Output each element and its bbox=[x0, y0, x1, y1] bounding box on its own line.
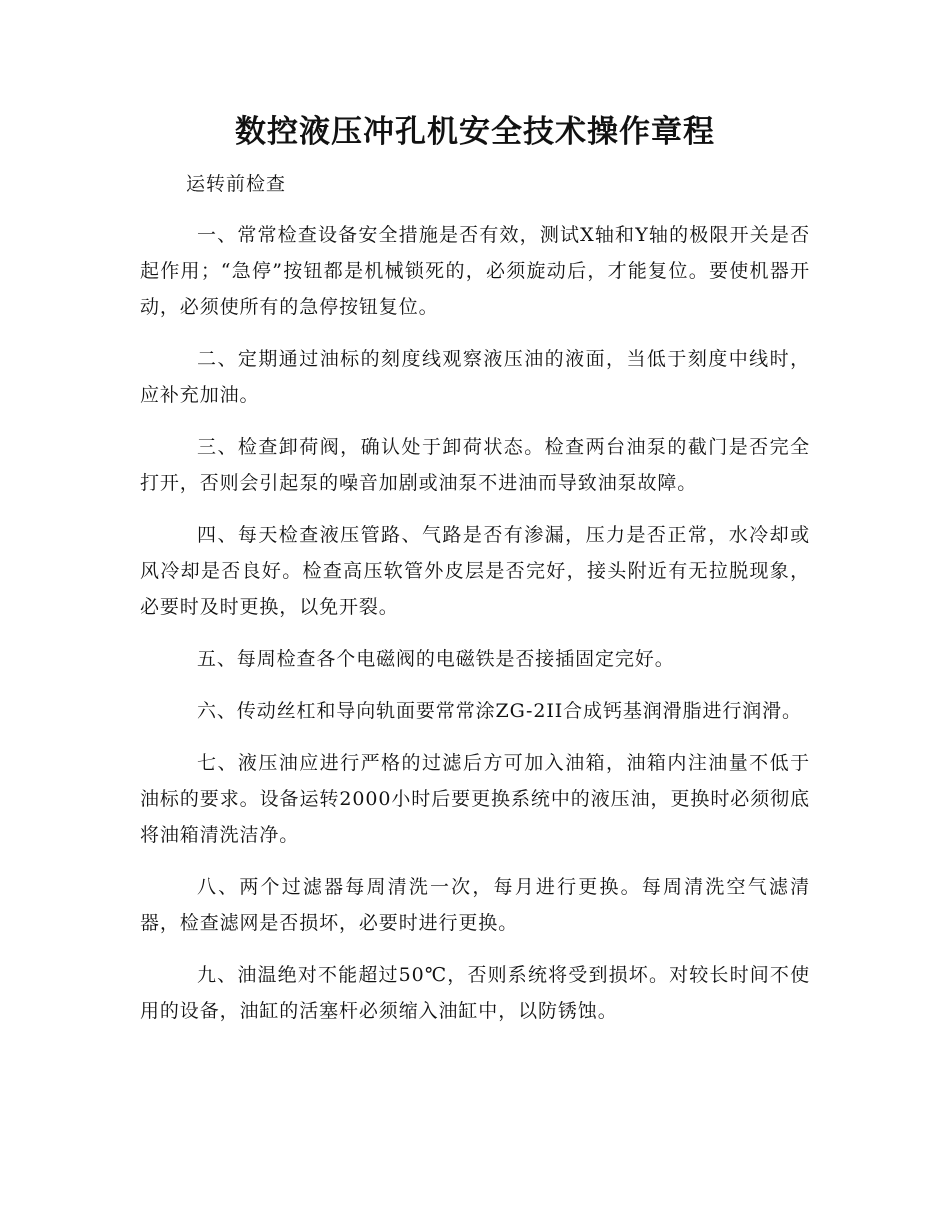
paragraph-7: 七、液压油应进行严格的过滤后方可加入油箱，油箱内注油量不低于油标的要求。设备运转2000小时后要更换系统中的液压油，更换时必须彻底将油箱清洗洁净。 bbox=[140, 752, 810, 846]
paragraph-3: 三、检查卸荷阀，确认处于卸荷状态。检查两台油泵的截门是否完全打开，否则会引起泵的噪音加剧或油泵不进油而导致油泵故障。 bbox=[140, 436, 810, 494]
document-title: 数控液压冲孔机安全技术操作章程 bbox=[235, 114, 715, 150]
paragraph-4: 四、每天检查液压管路、气路是否有渗漏，压力是否正常，水冷却或风冷却是否良好。检查高压软管外皮层是否完好，接头附近有无拉脱现象，必要时及时更换，以免开裂。 bbox=[140, 524, 810, 618]
paragraph-2: 二、定期通过油标的刻度线观察液压油的液面，当低于刻度中线时，应补充加油。 bbox=[140, 348, 810, 406]
paragraph-9: 九、油温绝对不能超过50℃，否则系统将受到损坏。对较长时间不使用的设备，油缸的活塞杆必须缩入油缸中，以防锈蚀。 bbox=[140, 964, 810, 1022]
document-body bbox=[140, 217, 810, 1045]
paragraph-8: 八、两个过滤器每周清洗一次，每月进行更换。每周清洗空气滤清器，检查滤网是否损坏，必要时进行更换。 bbox=[140, 876, 810, 934]
paragraph-6: 六、传动丝杠和导向轨面要常常涂ZG-2II合成钙基润滑脂进行润滑。 bbox=[197, 700, 802, 722]
section-heading: 运转前检查 bbox=[186, 173, 287, 195]
paragraph-1: 一、常常检查设备安全措施是否有效，测试X轴和Y轴的极限开关是否起作用；“急停”按钮都是机械锁死的，必须旋动后，才能复位。要使机器开动，必须使所有的急停按钮复位。 bbox=[140, 224, 810, 318]
paragraph-5: 五、每周检查各个电磁阀的电磁铁是否接插固定完好。 bbox=[197, 648, 675, 670]
